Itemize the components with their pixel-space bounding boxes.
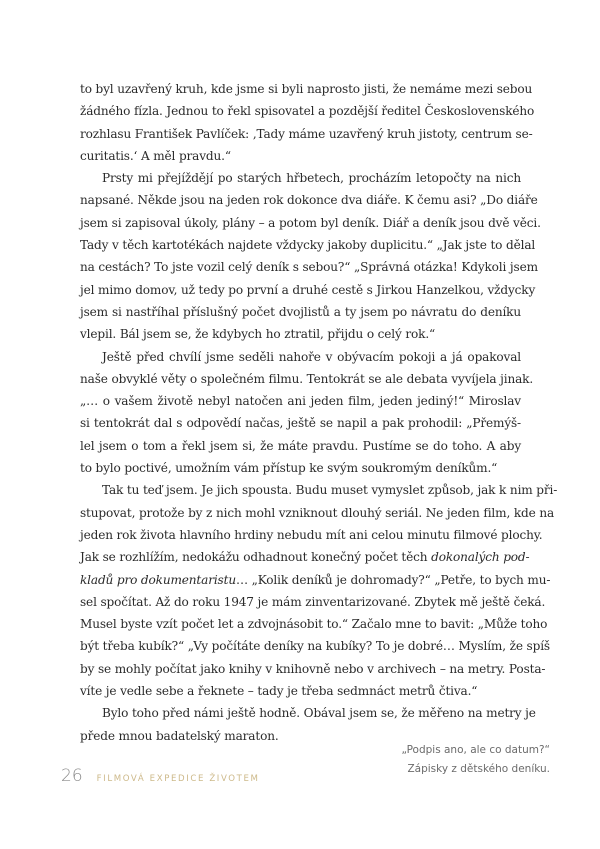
text-line: rozhlasu František Pavlíček: ‚Tady máme uzavřený kruh jistoty, centrum se- <box>80 126 533 141</box>
text-line: být třeba kubík?“ „Vy počítáte deníky na kubíky? To je dobré… Myslím, že spíš <box>80 639 550 654</box>
text-line: vlepil. Bál jsem se, že kdybych ho ztratil, přijdu o celý rok.“ <box>80 327 436 342</box>
text-line: Tady v těch kartotékách najdete vždycky jakoby duplicitu.“ „Jak jste to dělal <box>80 238 536 253</box>
page-number: 26 <box>61 766 83 786</box>
page-footer <box>61 766 260 786</box>
body-text <box>80 78 558 747</box>
text-line: stupovat, protože by z nich mohl vzniknout dlouhý seriál. Ne jeden film, kde na <box>80 505 555 520</box>
text-line: „… o vašem životě nebyl natočen ani jeden film, jeden jediný!“ Miroslav <box>80 394 521 409</box>
paragraph <box>80 167 541 345</box>
text-line: Ještě před chvílí jsme seděli nahoře v obývacím pokoji a já opakoval <box>102 349 521 364</box>
text-line: to byl uzavřený kruh, kde jsme si byli naprosto jisti, že nemáme mezi sebou <box>80 82 533 96</box>
text-line: sel spočítat. Až do roku 1947 je mám zinventarizované. Zbytek mě ještě čeká. <box>80 594 546 609</box>
text-line: žádného fízla. Jednou to řekl spisovatel a pozdější ředitel Československého <box>80 104 535 119</box>
text-line: jel mimo domov, už tedy po první a druhé cestě s Jirkou Hanzelkou, vždycky <box>80 282 536 297</box>
text-line: jsem si nastříhal příslušný počet dvojlistů a ty jsem po návratu do deníku <box>80 304 521 319</box>
italic-text: dokonalých pod- <box>431 550 530 565</box>
caption-line-1: „Podpis ano, ale co datum?“ <box>401 744 550 756</box>
text-line: jeden rok života hlavního hrdiny nebudu mít ani celou minutu filmové plochy. <box>80 527 543 542</box>
text-line: napsané. Někde jsou na jeden rok dokonce dva diáře. K čemu asi? „Do diáře <box>80 193 538 208</box>
paragraph <box>80 479 558 702</box>
text-line: kladů pro dokumentaristu… „Kolik deníků je dohromady?“ „Petře, to bych mu- <box>80 572 551 587</box>
text-line: Bylo toho před námi ještě hodně. Obával jsem se, že měřeno na metry je <box>102 706 536 721</box>
paragraph <box>80 78 535 167</box>
text-line: si tentokrát dal s odpovědí načas, ještě se napil a pak prohodil: „Přemýš- <box>80 416 521 431</box>
text-line: Prsty mi přejíždějí po starých hřbetech, procházím letopočty na nich <box>102 171 521 186</box>
text-line: přede mnou badatelský maraton. <box>80 728 279 743</box>
text-line: Tak tu teď jsem. Je jich spousta. Budu muset vymyslet způsob, jak k nim při- <box>102 483 558 498</box>
text-line: Jak se rozhlížím, nedokážu odhadnout konečný počet těch dokonalých pod- <box>80 550 530 565</box>
text-line: lel jsem o tom a řekl jsem si, že máte pravdu. Pustíme se do toho. A aby <box>80 438 521 453</box>
text-line: na cestách? To jste vozil celý deník s sebou?“ „Správná otázka! Kdykoli jsem <box>80 260 538 275</box>
running-title: FILMOVÁ EXPEDICE ŽIVOTEM <box>96 774 260 784</box>
text-line: naše obvyklé věty o společném filmu. Tentokrát se ale debata vyvíjela jinak. <box>80 371 534 386</box>
paragraph <box>80 346 534 480</box>
text-line: víte je vedle sebe a řeknete – tady je třeba sedmnáct metrů čtiva.“ <box>80 684 478 699</box>
text-line: to bylo poctivé, umožním vám přístup ke svým soukromým deníkům.“ <box>80 461 498 476</box>
caption-line-2: Zápisky z dětského deníku. <box>407 763 550 775</box>
text-line: by se mohly počítat jako knihy v knihovně nebo v archivech – na metry. Posta- <box>80 661 546 676</box>
text-line: curitatis.‘ A měl pravdu.“ <box>80 148 231 163</box>
image-caption <box>290 741 550 779</box>
text-line: jsem si zapisoval úkoly, plány – a potom byl deník. Diář a deník jsou dvě věci. <box>80 215 541 230</box>
italic-text: kladů pro dokumentaristu <box>80 572 236 587</box>
text-line: Musel byste vzít počet let a zdvojnásobit to.“ Začalo mne to bavit: „Může toho <box>80 617 548 632</box>
